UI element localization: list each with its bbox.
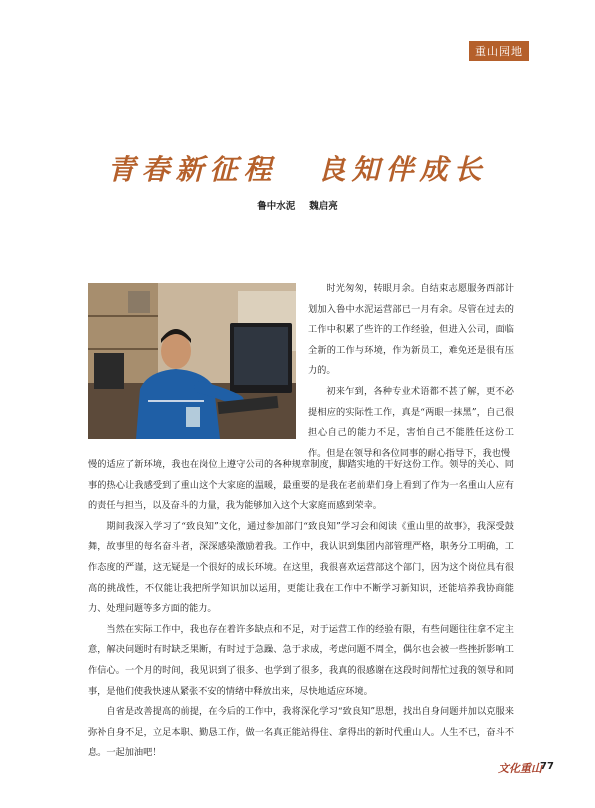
photo-cup xyxy=(186,407,200,427)
footer-brand-logo: 文化重山 xyxy=(498,762,542,775)
article-title xyxy=(0,148,595,188)
byline xyxy=(0,198,595,212)
article-body xyxy=(88,455,514,764)
byline-company: 鲁中水泥 xyxy=(257,201,296,212)
byline-author: 魏启亮 xyxy=(309,201,338,212)
title-part-2: 良知伴成长 xyxy=(317,153,488,186)
photo-left-monitor xyxy=(94,353,124,389)
photo-illustration xyxy=(88,283,296,439)
title-part-1: 青春新征程 xyxy=(107,153,278,186)
photo-person-body xyxy=(136,369,220,439)
section-tag: 重山园地 xyxy=(469,41,529,61)
paragraph-2-continued: 慢的适应了新环境，我也在岗位上遵守公司的各种规章制度，脚踏实地的干好这份工作。领导的关心、同事的热心让我感受到了重山这个大家庭的温暖，最重要的是我在老前辈们身上看到了作为一名重山人应有的责任与担当，以及奋斗的力量，我为能够加入这个大家庭而感到荣幸。 xyxy=(88,459,514,512)
paragraph-3: 期间我深入学习了“致良知”文化，通过参加部门“致良知”学习会和阅读《重山里的故事》，我深受鼓舞，故事里的每名奋斗者，深深感染激励着我。工作中，我认识到集团内部管理严格，职务分工明确，工作态度的严谨，这无疑是一个很好的成长环境。在这里，我很喜欢运营部这个部门，因为这个岗位具有很高的挑战性，不仅能让我把所学知识加以运用，更能让我在工作中不断学习新知识，还能培养我协商能力、处理问题等多方面的能力。 xyxy=(88,520,514,615)
page-number: 77 xyxy=(540,761,554,772)
paragraph-4: 当然在实际工作中，我也存在着许多缺点和不足，对于运营工作的经验有限，有些问题往往拿不定主意，解决问题时有时缺乏果断，有时过于急躁、急于求成，考虑问题不周全，偶尔也会被一些挫折影响工作信心。一个月的时间，我见识到了很多、也学到了很多，我真的很感谢在这段时间帮忙过我的领导和同事，是他们使我快速从紧张不安的情绪中释放出来，尽快地适应环境。 xyxy=(88,623,514,697)
paragraph-1: 时光匆匆，转眼月余。自结束志愿服务西部计划加入鲁中水泥运营部已一月有余。尽管在过去的工作中积累了些许的工作经验，但进入公司，面临全新的工作与环境，作为新员工，难免还是很有压力的。 xyxy=(308,283,514,377)
paragraph-5: 自省是改善提高的前提，在今后的工作中，我将深化学习“致良知”思想，找出自身问题并加以克服来弥补自身不足，立足本职、勤恳工作，做一名真正能站得住、拿得出的新时代重山人。人生不已，奋斗不息。一起加油吧！ xyxy=(88,706,514,759)
paragraph-2: 初来乍到，各种专业术语都不甚了解，更不必提相应的实际性工作，真是“两眼一抹黑”，自己很担心自己的能力不足，害怕自己不能胜任这份工作。但是在领导和各位同事的耐心指导下，我也慢 xyxy=(308,385,514,459)
article-photo xyxy=(88,283,296,439)
article-body-right-column xyxy=(308,279,514,464)
